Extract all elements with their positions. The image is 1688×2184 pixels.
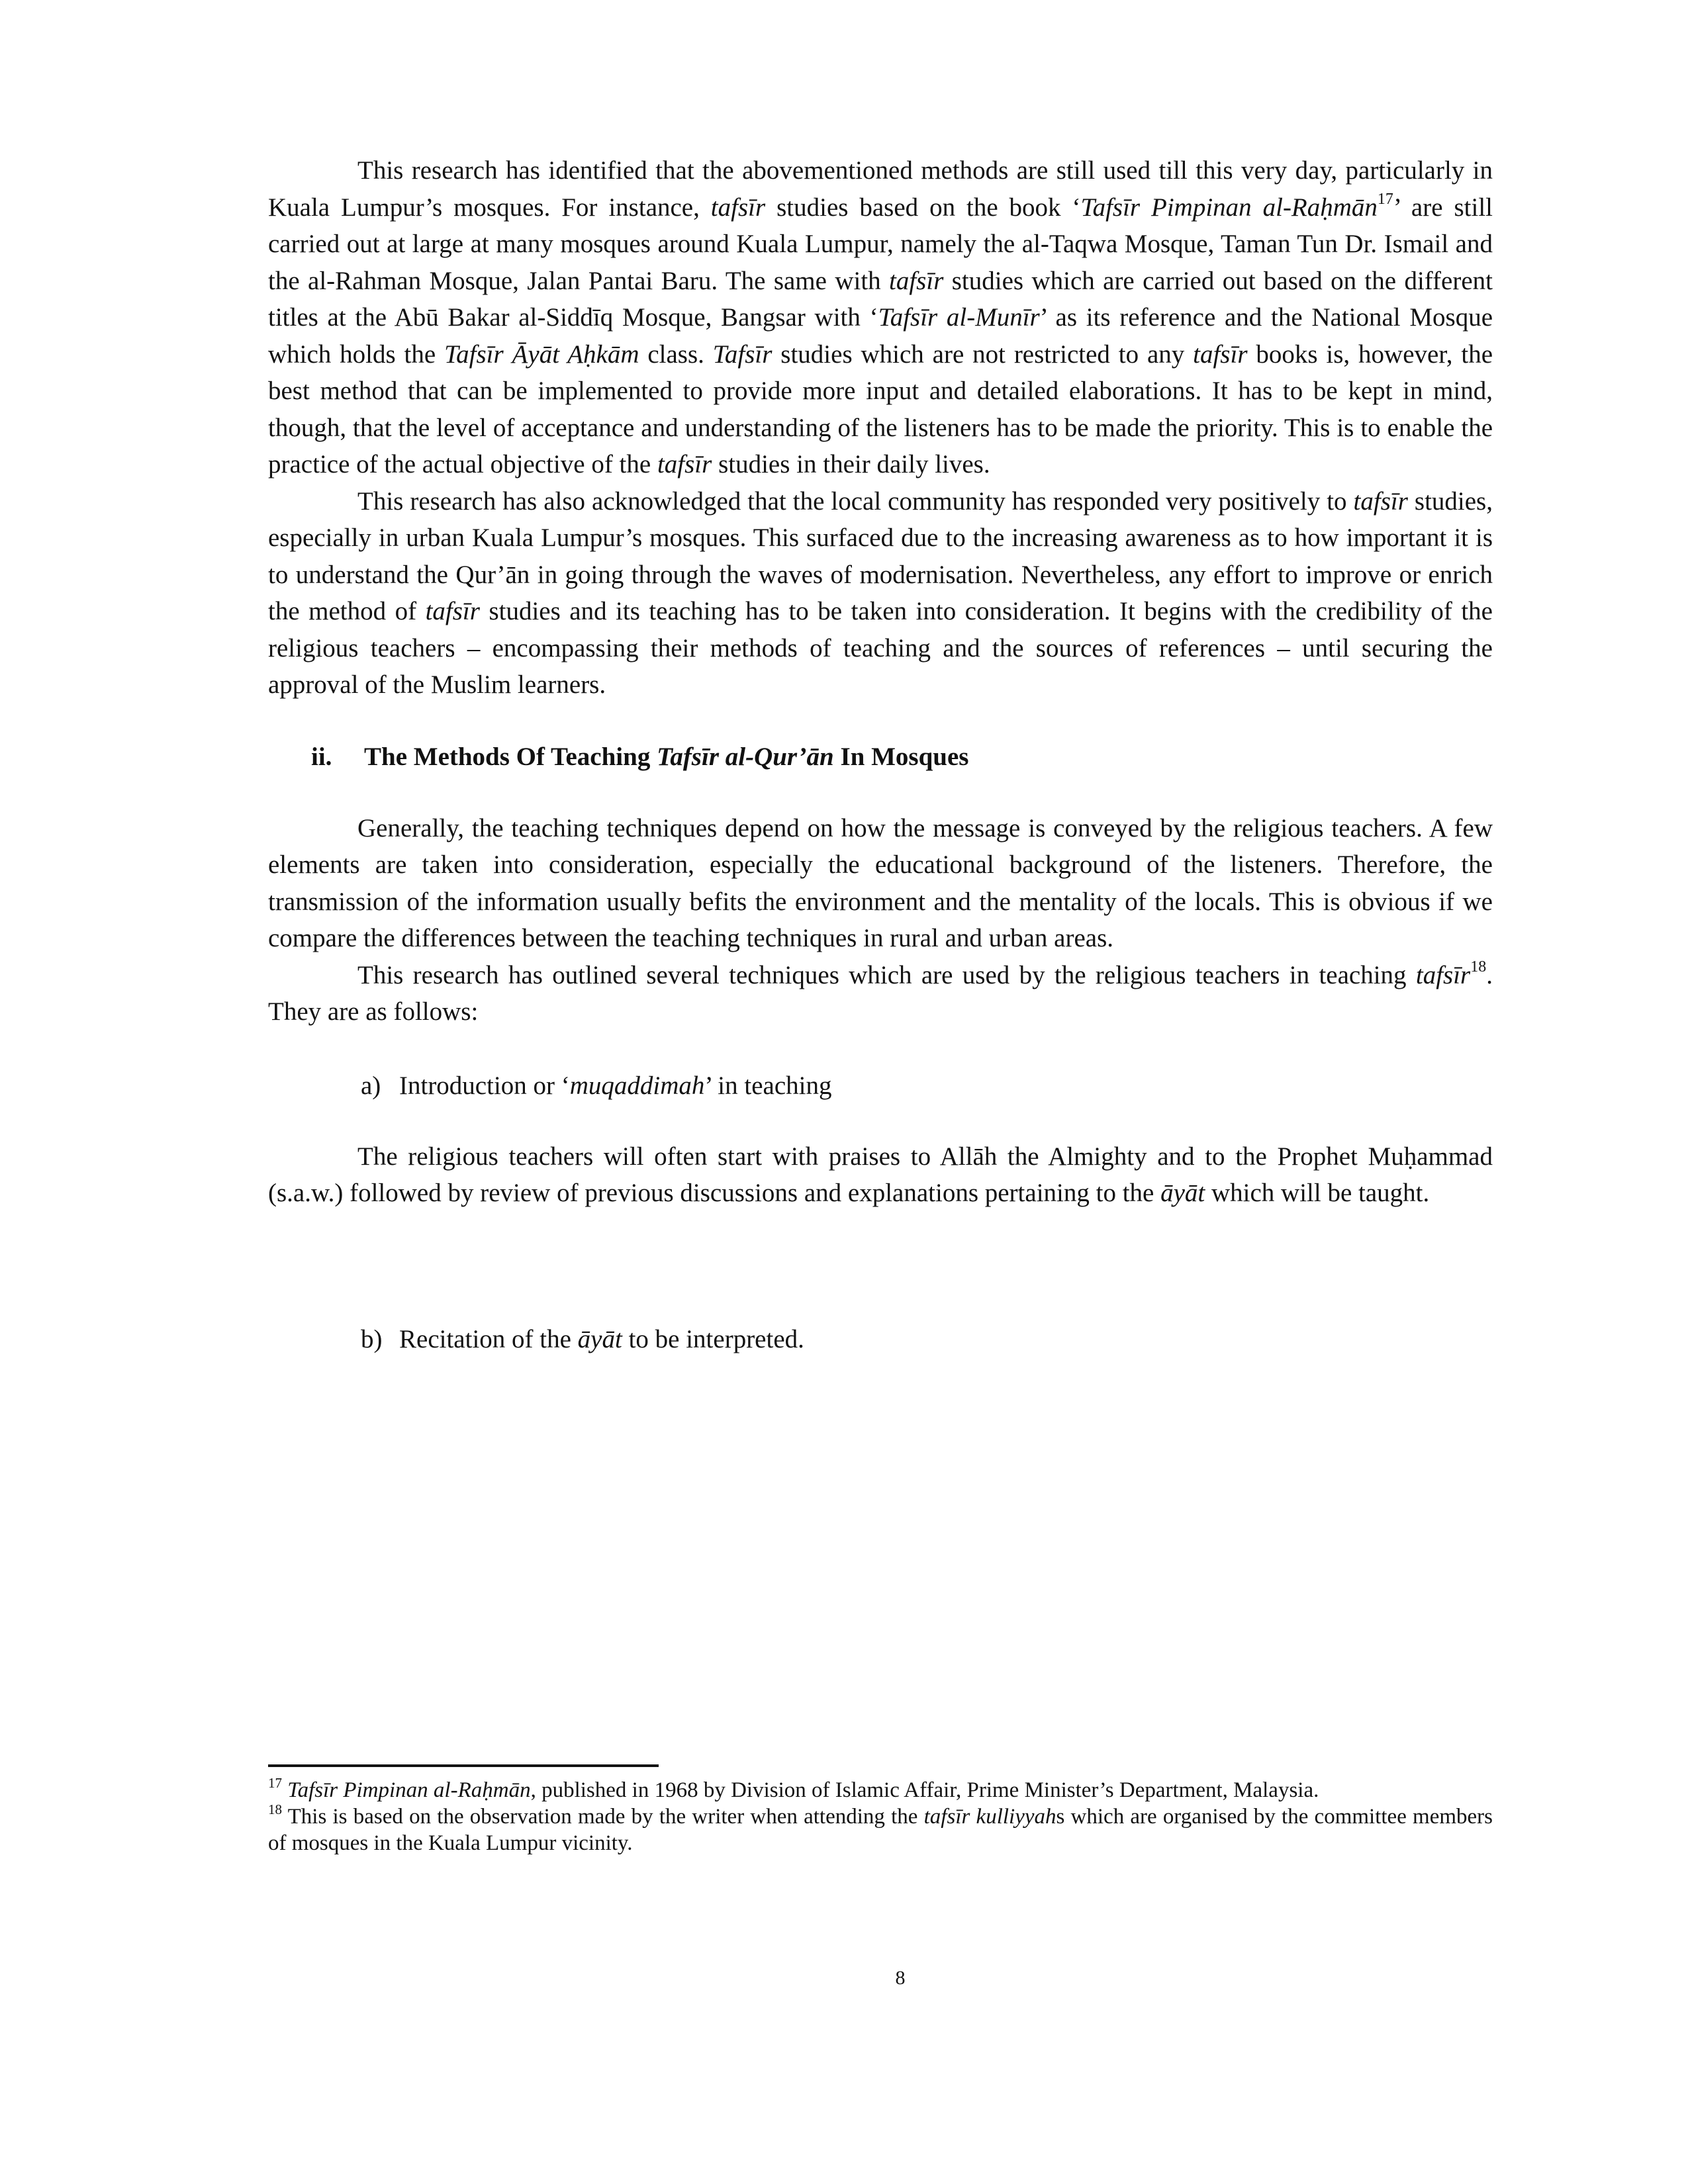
- italic-book-title: Tafsīr Pimpinan al-Raḥmān: [287, 1778, 531, 1802]
- page-number: 8: [895, 1967, 906, 1989]
- italic-book-title: Tafsīr Pimpinan al-Raḥmān: [1080, 193, 1378, 222]
- footnote-number: 18: [268, 1801, 282, 1817]
- italic-book-title: Tafsīr Āyāt Aḥkām: [444, 340, 639, 369]
- italic-term: tafsīr: [710, 193, 766, 222]
- text-run: ’ as its reference and the National Mosque which holds the: [268, 303, 1493, 369]
- italic-term: tafsīr: [1353, 486, 1408, 516]
- text-run: This research has identified that the abovementioned methods are still used till this very day, particularly in Kuala Lumpur’s mosques. For instance,: [268, 156, 1493, 222]
- italic-term: āyāt: [1160, 1179, 1205, 1207]
- text-run: This is based on the observation made by the writer when attending the: [282, 1805, 924, 1829]
- text-run: The religious teachers will often start with praises to Allāh the Almighty and to the Prophet Muḥammad (s.a.w.) followed by review of previous discussions and explanations pertaining to the: [268, 1142, 1493, 1207]
- text-run: Generally, the teaching techniques depend on how the message is conveyed by the religious teachers. A few elements are taken into consideration, especially the educational background of the listeners. Therefore, the transmission of the information usually befits the environment and the mentality of the locals. This is obvious if we compare the differences between the teaching techniques in rural and urban areas.: [268, 813, 1493, 952]
- text-run: , published in 1968 by Division of Islamic Affair, Prime Minister’s Department, Malaysia.: [530, 1778, 1319, 1802]
- footnote-divider: [268, 1764, 659, 1767]
- footnote-ref-18[interactable]: 18: [1470, 958, 1487, 976]
- text-run: studies in their daily lives.: [712, 450, 990, 478]
- text-run: This research has also acknowledged that the local community has responded very positively to: [357, 486, 1354, 516]
- text-run: In Mosques: [833, 742, 969, 771]
- text-run: The Methods Of Teaching: [364, 742, 657, 771]
- document-body: [268, 152, 1493, 1357]
- text-run: books is, however, the best method that can be implemented to provide more input and detailed elaborations. It has to be kept in mind, though, that the level of acceptance and understanding of the listeners has to be made the priority. This is to enable the practice of the actual objective of the: [268, 340, 1493, 478]
- text-run: This research has outlined several techniques which are used by the religious teachers in teaching: [357, 960, 1416, 989]
- section-heading: [268, 739, 1493, 775]
- italic-term: tafsīr: [425, 597, 480, 625]
- list-item-text: [399, 1068, 831, 1104]
- italic-term: tafsīr: [1193, 340, 1248, 369]
- text-run: class.: [639, 340, 713, 369]
- paragraph-praises: [268, 1138, 1493, 1212]
- text-run: Introduction or ‘: [399, 1071, 570, 1100]
- text-run: ’ are still carried out at large at many mosques around Kuala Lumpur, namely the al-Taqwa Mosque, Taman Tun Dr. Ismail and the al-Rahman Mosque, Jalan Pantai Baru. The same with: [268, 193, 1493, 295]
- text-run: studies and its teaching has to be taken into consideration. It begins with the credibility of the religious teachers – encompassing their methods of teaching and the sources of references – until securing the approval of the Muslim learners.: [268, 597, 1493, 699]
- text-run: which will be taught.: [1205, 1179, 1430, 1207]
- italic-term: tafsīr: [657, 450, 712, 478]
- list-marker: b): [361, 1324, 383, 1353]
- italic-term: tafsīr kulliyyah: [923, 1805, 1056, 1829]
- footnotes: [268, 1777, 1493, 1856]
- paragraph-teaching-techniques: [268, 810, 1493, 957]
- footnote-17: [268, 1777, 1493, 1803]
- paragraph-community-response: [268, 483, 1493, 704]
- list-item-introduction: [268, 1068, 1493, 1104]
- footnote-18: [268, 1803, 1493, 1856]
- text-run: s which are organised by the committee members of mosques in the Kuala Lumpur vicinity.: [268, 1805, 1493, 1855]
- list-marker: a): [361, 1071, 381, 1100]
- text-run: Recitation of the: [399, 1324, 578, 1353]
- section-number: ii.: [311, 742, 332, 771]
- text-run: studies which are carried out based on the different titles at the Abū Bakar al-Siddīq Mosque, Bangsar with ‘: [268, 266, 1493, 332]
- footnote-ref-17[interactable]: 17: [1377, 190, 1393, 208]
- section-title: [364, 739, 968, 775]
- italic-term: Tafsīr al-Qur’ān: [657, 742, 834, 771]
- text-run: . They are as follows:: [268, 960, 1493, 1026]
- italic-book-title: Tafsīr al-Munīr: [878, 303, 1040, 332]
- text-run: studies which are not restricted to any: [772, 340, 1194, 369]
- paragraph-techniques-outline: [268, 957, 1493, 1030]
- paragraph-methods-still-used: [268, 152, 1493, 483]
- italic-term: tafsīr: [889, 266, 944, 295]
- text-run: studies, especially in urban Kuala Lumpur’s mosques. This surfaced due to the increasing awareness as to how important it is to understand the Qur’ān in going through the waves of modernisation. Nevertheless, any effort to improve or enrich the method of: [268, 486, 1493, 625]
- text-run: ’ in teaching: [704, 1071, 832, 1100]
- text-run: studies based on the book ‘: [765, 193, 1081, 222]
- italic-term: āyāt: [577, 1324, 622, 1353]
- footnote-number: 17: [268, 1775, 282, 1791]
- text-run: to be interpreted.: [622, 1324, 804, 1353]
- italic-term: tafsīr: [1415, 960, 1471, 989]
- italic-term: Tafsīr: [712, 340, 773, 369]
- italic-term: muqaddimah: [569, 1071, 705, 1100]
- list-item-text: [399, 1321, 804, 1357]
- list-item-recitation: [268, 1321, 1493, 1357]
